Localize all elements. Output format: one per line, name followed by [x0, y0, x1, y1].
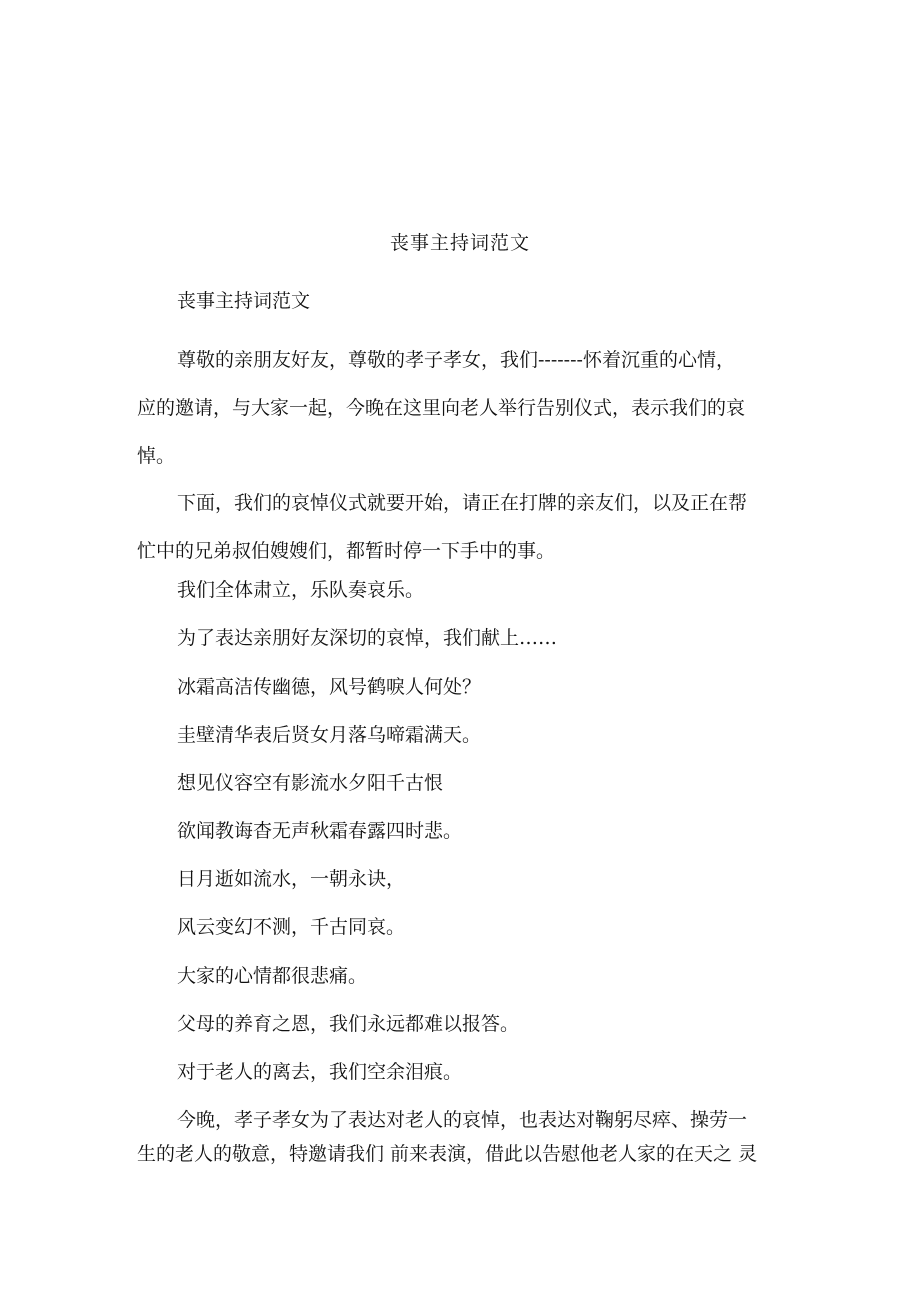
text-line: 风云变幻不测，千古同哀。: [177, 916, 406, 938]
text-line: 欲闻教诲杳无声秋霜春露四时悲。: [177, 820, 463, 842]
text-line: 大家的心情都很悲痛。: [177, 965, 368, 987]
text-line: 我们全体肃立，乐队奏哀乐。: [177, 579, 425, 601]
text-line: 冰霜高洁传幽德，风号鹤唳人何处？: [177, 676, 482, 698]
text-line: 圭壁清华表后贤女月落乌啼霜满天。: [177, 724, 482, 746]
paragraph-2-line-2: 忙中的兄弟叔伯嫂嫂们，都暂时停一下手中的事。: [137, 540, 556, 562]
paragraph-1-line-1: 尊敬的亲朋友好友，尊敬的孝子孝女，我们-------怀着沉重的心情，: [177, 349, 735, 371]
text-line: 对于老人的离去，我们空余泪痕。: [177, 1061, 463, 1083]
paragraph-3-line-1: 今晚，孝子孝女为了表达对老人的哀悼，也表达对鞠躬尽瘁、操劳一: [177, 1109, 748, 1131]
paragraph-3-line-2: 生的老人的敬意，特邀请我们 前来表演，借此以告慰他老人家的在天之 灵: [137, 1143, 758, 1165]
paragraph-3: [137, 1103, 787, 1171]
paragraph-2-line-1: 下面，我们的哀悼仪式就要开始，请正在打牌的亲友们，以及正在帮: [177, 492, 748, 514]
document-subtitle: 丧事主持词范文: [177, 290, 311, 312]
paragraph-2: [137, 479, 787, 575]
paragraph-1-line-3: 悼。: [137, 445, 176, 467]
text-line: 父母的养育之恩，我们永远都难以报答。: [177, 1013, 520, 1035]
text-line: 想见仪容空有影流水夕阳千古恨: [177, 772, 444, 794]
paragraph-1-line-2: 应的邀请，与大家一起，今晚在这里向老人举行告别仪式，表示我们的哀: [137, 397, 746, 419]
paragraph-1: [137, 336, 787, 480]
text-line: 日月逝如流水，一朝永诀，: [177, 868, 406, 890]
text-line: 为了表达亲朋好友深切的哀悼，我们献上……: [177, 627, 558, 649]
document-title: 丧事主持词范文: [389, 232, 530, 254]
